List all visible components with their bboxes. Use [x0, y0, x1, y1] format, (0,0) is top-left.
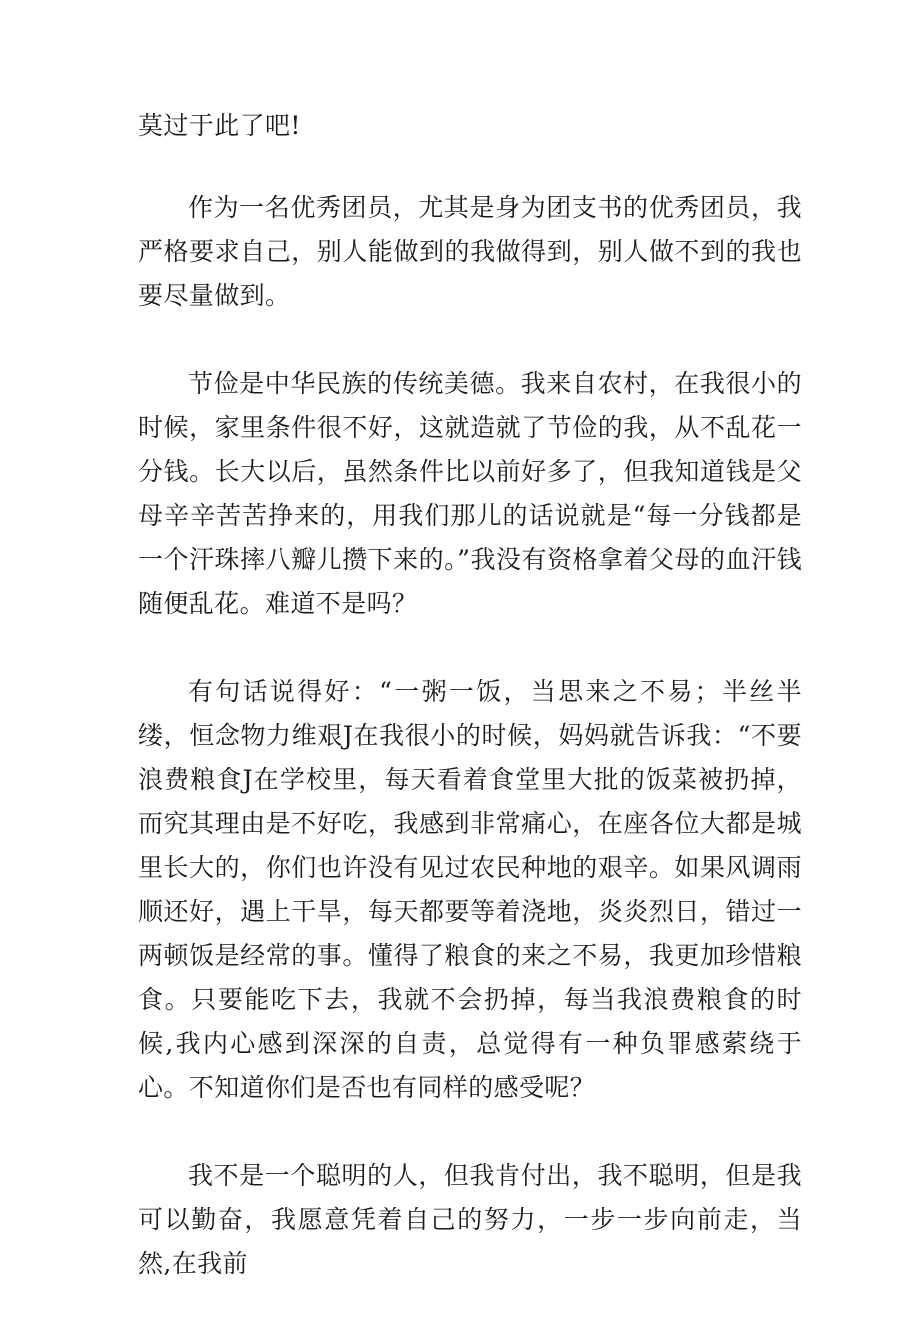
document-body — [138, 104, 802, 1330]
paragraph-excellent-member: 作为一名优秀团员，尤其是身为团支书的优秀团员，我严格要求自己，别人能做到的我做得到，别人做不到的我也要尽量做到。 — [138, 193, 802, 310]
paragraph-frugality: 节俭是中华民族的传统美德。我来自农村，在我很小的时候，家里条件很不好，这就造就了节俭的我，从不乱花一分钱。长大以后，虽然条件比以前好多了，但我知道钱是父母辛辛苦苦挣来的，用我们那儿的话说就是“每一分钱都是一个汗珠摔八瓣儿攒下来的。”我没有资格拿着父母的血汗钱随便乱花。难道不是吗？ — [138, 369, 802, 618]
paragraph-continuation: 莫过于此了吧! — [138, 111, 301, 140]
paragraph-diligence: 我不是一个聪明的人，但我肯付出，我不聪明，但是我可以勤奋，我愿意凭着自己的努力，一步一步向前走，当然,在我前 — [138, 1161, 802, 1278]
paragraph-cherish-food: 有句话说得好：“一粥一饭，当思来之不易；半丝半缕，恒念物力维艰J在我很小的时候，妈妈就告诉我：“不要浪费粮食J在学校里，每天看着食堂里大批的饭菜被扔掉，而究其理由是不好吃，我感到非常痛心，在座各位大都是城里长大的，你们也许没有见过农民种地的艰辛。如果风调雨顺还好，遇上干旱，每天都要等着浇地，炎炎烈日，错过一两顿饭是经常的事。懂得了粮食的来之不易，我更加珍惜粮食。只要能吃下去，我就不会扔掉，每当我浪费粮食的时候,我内心感到深深的自责，总觉得有一种负罪感萦绕于心。不知道你们是否也有同样的感受呢？ — [138, 677, 802, 1102]
